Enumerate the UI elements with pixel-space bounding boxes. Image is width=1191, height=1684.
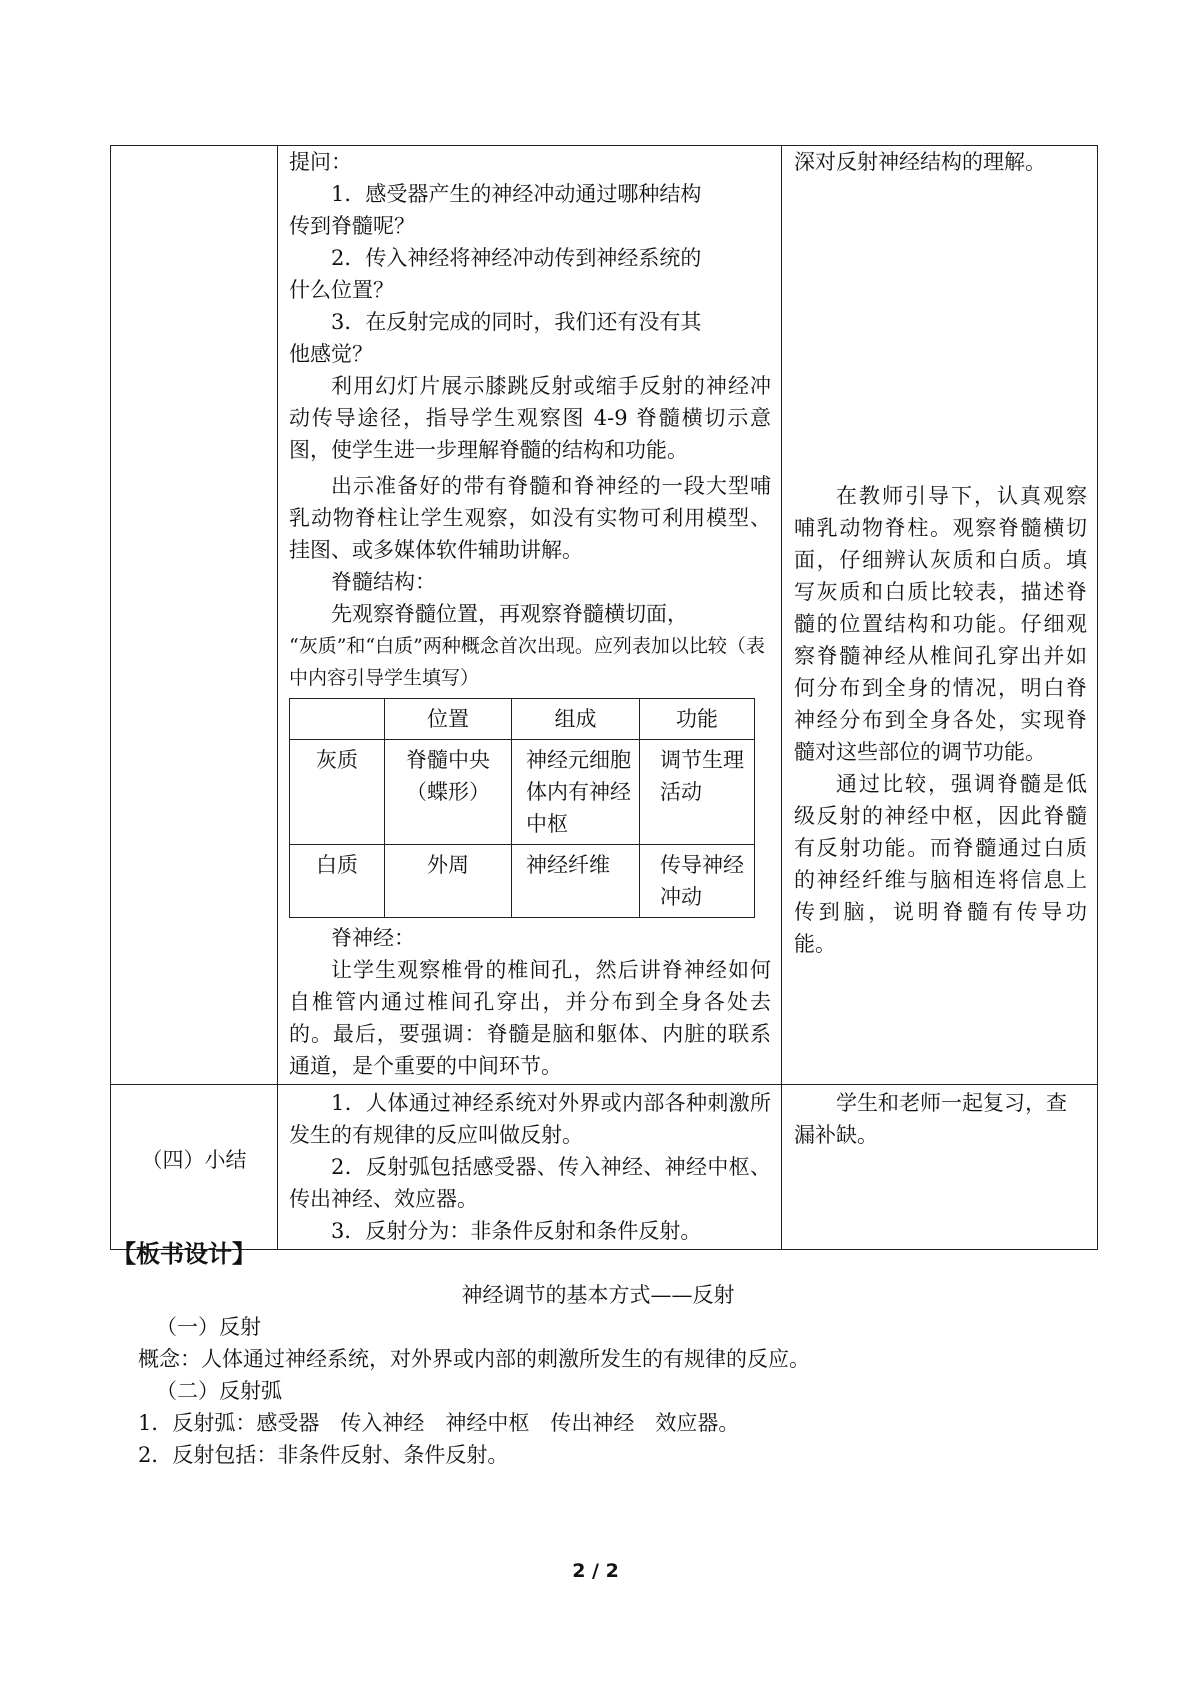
lesson-row-main <box>111 146 1098 1085</box>
comparison-header-cell: 位置 <box>385 699 512 740</box>
student-activity-paragraph-2: 通过比较，强调脊髓是低级反射的神经中枢，因此脊髓有反射功能。而脊髓通过白质的神经纤维与脑相连将信息上传到脑，说明脊髓有传导功能。 <box>794 772 1087 956</box>
comparison-header-cell <box>290 699 385 740</box>
board-section-2: （二）反射弧 <box>156 1379 282 1403</box>
structure-heading: 脊髓结构： <box>331 570 436 594</box>
comparison-row <box>290 845 755 918</box>
question-intro: 提问： <box>289 150 352 174</box>
board-item-1: 1．反射弧：感受器 传入神经 神经中枢 传出神经 效应器。 <box>138 1411 740 1435</box>
comparison-cell: 传导神经冲动 <box>640 845 755 918</box>
comparison-cell: 外周 <box>385 845 512 918</box>
student-activity-top: 深对反射神经结构的理解。 <box>794 150 1046 174</box>
lesson-table <box>110 145 1098 1250</box>
comparison-row <box>290 740 755 845</box>
summary-content-cell <box>278 1085 782 1250</box>
question-2-line-2: 什么位置？ <box>289 278 394 302</box>
comparison-cell: 灰质 <box>290 740 385 845</box>
summary-stage-label: （四）小结 <box>141 1148 247 1172</box>
question-2-line-1: 2．传入神经将神经冲动传到神经系统的 <box>331 246 702 270</box>
comparison-cell: 脊髓中央（蝶形） <box>385 740 512 845</box>
student-activity-paragraph-1: 在教师引导下，认真观察哺乳动物脊柱。观察脊髓横切面，仔细辨认灰质和白质。填写灰质和白质比较表，描述脊髓的位置结构和功能。仔细观察脊髓神经从椎间孔穿出并如何分布到全身的情况，明白脊神经分布到全身各处，实现脊髓对这些部位的调节功能。 <box>794 484 1087 764</box>
stage-cell-summary <box>111 1085 278 1250</box>
page-number: 2 / 2 <box>572 1560 619 1582</box>
structure-paragraph-b: “灰质”和“白质”两种概念首次出现。应列表加以比较（表中内容引导学生填写） <box>289 635 765 689</box>
board-design-title: 神经调节的基本方式——反射 <box>461 1283 735 1307</box>
comparison-cell: 调节生理活动 <box>640 740 755 845</box>
comparison-header-row <box>290 699 755 740</box>
question-3-line-2: 他感觉？ <box>289 342 373 366</box>
lesson-row-summary <box>111 1085 1098 1250</box>
board-concept: 概念：人体通过神经系统，对外界或内部的刺激所发生的有规律的反应。 <box>138 1347 810 1371</box>
summary-student-text: 学生和老师一起复习，查漏补缺。 <box>794 1091 1067 1147</box>
question-1-line-1: 1．感受器产生的神经冲动通过哪种结构 <box>331 182 702 206</box>
question-3-line-1: 3．在反射完成的同时，我们还有没有其 <box>331 310 702 334</box>
board-design-section <box>112 1237 1078 1471</box>
stage-cell-empty <box>111 146 278 1085</box>
comparison-header-cell: 功能 <box>640 699 755 740</box>
question-1-line-2: 传到脊髓呢？ <box>289 214 415 238</box>
summary-point-1: 1．人体通过神经系统对外界或内部各种刺激所发生的有规律的反应叫做反射。 <box>289 1091 771 1147</box>
board-section-1: （一）反射 <box>156 1315 261 1339</box>
summary-point-2: 2．反射弧包括感受器、传入神经、神经中枢、传出神经、效应器。 <box>289 1155 771 1211</box>
spinal-nerve-heading: 脊神经： <box>331 926 415 950</box>
comparison-cell: 神经纤维 <box>512 845 640 918</box>
comparison-header-cell: 组成 <box>512 699 640 740</box>
teacher-activity-cell <box>278 146 782 1085</box>
summary-point-3: 3．反射分为：非条件反射和条件反射。 <box>331 1219 702 1243</box>
structure-paragraph-a: 先观察脊髓位置，再观察脊髓横切面， <box>331 602 688 626</box>
comparison-cell: 白质 <box>290 845 385 918</box>
spinal-nerve-paragraph: 让学生观察椎骨的椎间孔，然后讲脊神经如何自椎管内通过椎间孔穿出，并分布到全身各处去的。最后，要强调：脊髓是脑和躯体、内脏的联系通道，是个重要的中间环节。 <box>289 958 771 1078</box>
comparison-cell: 神经元细胞体内有神经中枢 <box>512 740 640 845</box>
slide-paragraph: 利用幻灯片展示膝跳反射或缩手反射的神经冲动传导途径，指导学生观察图 4-9 脊髓横切示意图，使学生进一步理解脊髓的结构和功能。 <box>289 374 771 462</box>
gray-white-matter-comparison-table <box>289 698 755 918</box>
specimen-paragraph: 出示准备好的带有脊髓和脊神经的一段大型哺乳动物脊柱让学生观察，如没有实物可利用模型、挂图、或多媒体软件辅助讲解。 <box>289 474 771 562</box>
board-item-2: 2．反射包括：非条件反射、条件反射。 <box>138 1443 509 1467</box>
student-activity-cell <box>782 146 1098 1085</box>
board-design-heading: 【板书设计】 <box>112 1240 256 1268</box>
stage-label <box>111 146 277 150</box>
summary-student-cell <box>782 1085 1098 1250</box>
